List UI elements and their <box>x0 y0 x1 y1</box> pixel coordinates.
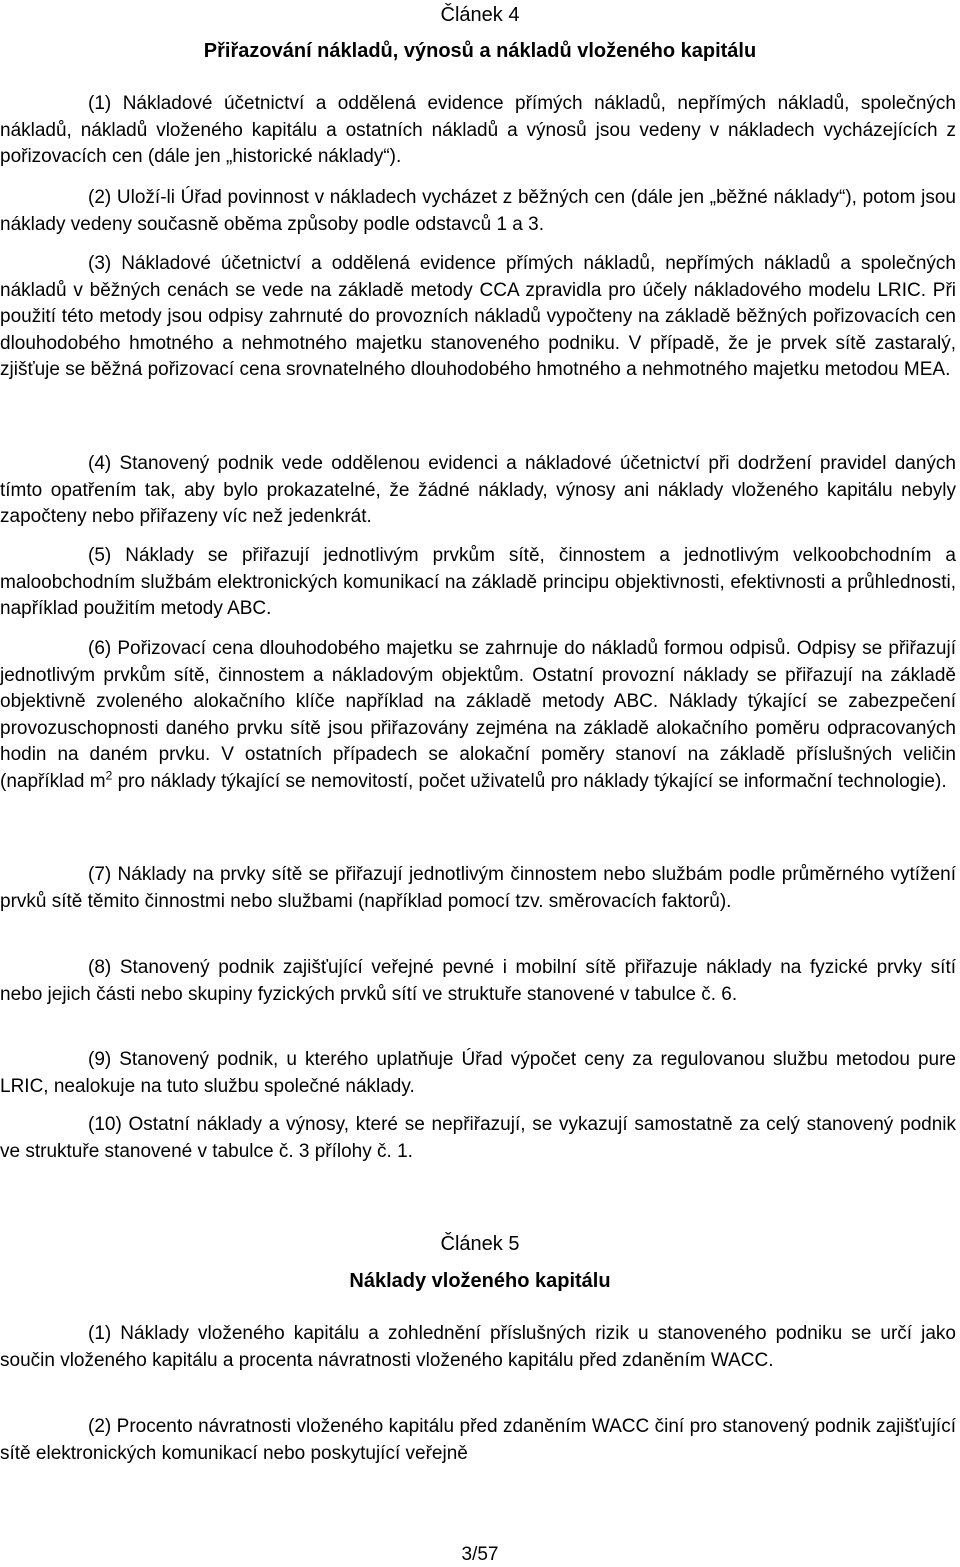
article-5-paragraph-1: (1) Náklady vloženého kapitálu a zohlednění příslušných rizik u stanoveného podniku se určí jako součin vloženého kapitálu a procenta návratnosti vloženého kapitálu před zdaněním WACC. <box>0 1323 956 1371</box>
article-4-paragraph-10: (10) Ostatní náklady a výnosy, které se nepřiřazují, se vykazují samostatně za celý stanovený podnik ve struktuře stanovené v tabulce č. 3 přílohy č. 1. <box>0 1114 956 1162</box>
article-4-paragraph-3: (3) Nákladové účetnictví a oddělená evidence přímých nákladů, nepřímých nákladů a společných nákladů v běžných cenách se vede na základě metody CCA zpravidla pro účely nákladového modelu LRIC. Při použití této metody jsou odpisy zahrnuté do provozních nákladů vypočteny na základě běžných pořizovacích cen dlouhodobého hmotného a nehmotného majetku stanoveného podniku. V případě, že je prvek sítě zastaralý, zjišťuje se běžná pořizovací cena srovnatelného dlouhodobého hmotného a nehmotného majetku metodou MEA. <box>0 253 956 380</box>
article-4-paragraph-4: (4) Stanovený podnik vede oddělenou evidenci a nákladové účetnictví při dodržení pravidel daných tímto opatřením tak, aby bylo prokazatelné, že žádné náklady, výnosy ani náklady vloženého kapitálu nebyly započteny nebo přiřazeny víc než jedenkrát. <box>0 453 956 527</box>
square-superscript: 2 <box>105 768 113 783</box>
article-4-heading: Článek 4 <box>440 4 520 26</box>
article-4-paragraph-2: (2) Uloží-li Úřad povinnost v nákladech vycházet z běžných cen (dále jen „běžné náklady“), potom jsou náklady vedeny současně oběma způsoby podle odstavců 1 a 3. <box>0 187 956 235</box>
article-4-paragraph-1: (1) Nákladové účetnictví a oddělená evidence přímých nákladů, nepřímých nákladů, společných nákladů, nákladů vloženého kapitálu a ostatních nákladů a výnosů jsou vedeny v nákladech vycházejících z pořizovacích cen (dále jen „historické náklady“). <box>0 93 956 167</box>
article-4-paragraph-5: (5) Náklady se přiřazují jednotlivým prvkům sítě, činnostem a jednotlivým velkoobchodním a maloobchodním službám elektronických komunikací na základě principu objektivnosti, efektivnosti a průhlednosti, například použitím metody ABC. <box>0 545 956 619</box>
article-4-paragraph-6 <box>0 636 956 795</box>
article-5-heading: Článek 5 <box>440 1233 520 1255</box>
article-5-title: Náklady vloženého kapitálu <box>349 1270 611 1292</box>
article-4-paragraph-6-tail: pro náklady týkající se nemovitostí, počet uživatelů pro náklady týkající se informační technologie). <box>112 770 947 792</box>
article-4-paragraph-7: (7) Náklady na prvky sítě se přiřazují jednotlivým činnostem nebo službám podle průměrného vytížení prvků sítě těmito činnostmi nebo službami (například pomocí tzv. směrovacích faktorů). <box>0 864 956 912</box>
article-4-paragraph-8: (8) Stanovený podnik zajišťující veřejné pevné i mobilní sítě přiřazuje náklady na fyzické prvky sítí nebo jejich části nebo skupiny fyzických prvků sítí ve struktuře stanovené v tabulce č. 6. <box>0 957 956 1005</box>
article-5-paragraph-2: (2) Procento návratnosti vloženého kapitálu před zdaněním WACC činí pro stanovený podnik zajišťující sítě elektronických komunikací nebo poskytující veřejně <box>0 1416 956 1464</box>
article-4-title: Přiřazování nákladů, výnosů a nákladů vloženého kapitálu <box>203 40 757 62</box>
page-number: 3/57 <box>461 1544 499 1565</box>
article-4-paragraph-9: (9) Stanovený podnik, u kterého uplatňuje Úřad výpočet ceny za regulovanou službu metodou pure LRIC, nealokuje na tuto službu společné náklady. <box>0 1049 956 1097</box>
article-4-paragraph-6-main: (6) Pořizovací cena dlouhodobého majetku se zahrnuje do nákladů formou odpisů. Odpisy se přiřazují jednotlivým prvkům sítě, činnostem a nákladovým objektům. Ostatní provozní náklady se přiřazují na základě objektivně zvoleného alokačního klíče například na základě metody ABC. Náklady týkající se zabezpečení provozuschopnosti daného prvku sítě jsou přiřazovány zejména na základě alokačního poměru odpracovaných hodin na daném prvku. V ostatních případech se alokační poměry stanoví na základě příslušných veličin (například m <box>0 638 956 792</box>
